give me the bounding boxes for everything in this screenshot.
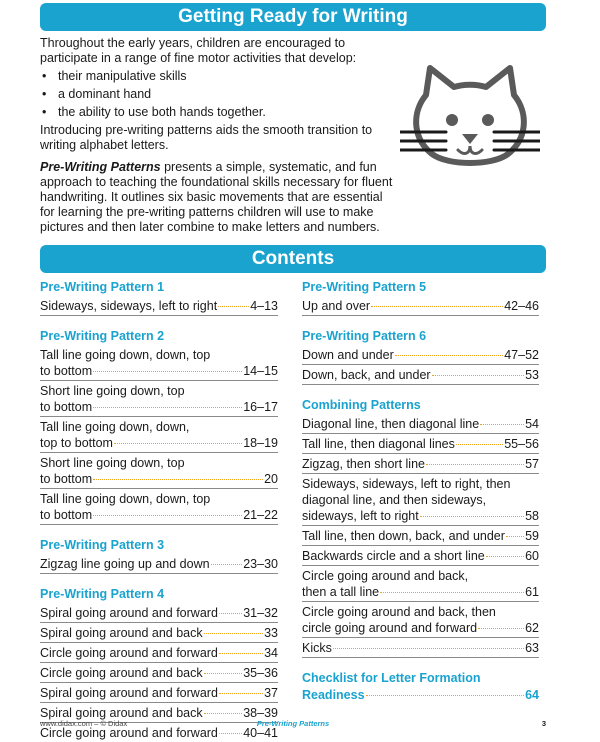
dot-leader (480, 424, 524, 425)
toc-entry[interactable] (40, 453, 278, 489)
dot-leader (93, 407, 242, 408)
toc-entry-line (302, 456, 539, 472)
book-title-emphasis: Pre-Writing Patterns (40, 160, 161, 174)
toc-entry[interactable] (40, 417, 278, 453)
skill-item: • the ability to use both hands together. (40, 105, 395, 120)
toc-entry-title: diagonal line, and then sideways, (302, 493, 487, 507)
dot-leader (420, 516, 524, 517)
dot-leader (506, 536, 524, 537)
dot-leader (93, 479, 263, 480)
contents-section-heading: Pre-Writing Pattern 4 (40, 587, 165, 601)
toc-entry-title: Up and over (302, 299, 371, 313)
toc-entry-title: Short line going down, top (40, 384, 185, 398)
section-heading-text: Checklist for Letter Formation (302, 671, 481, 685)
toc-entry-title: Tall line, then diagonal lines (302, 437, 455, 451)
contents-section-heading: Pre-Writing Pattern 3 (40, 538, 165, 552)
toc-entry-line (40, 556, 278, 572)
toc-entry-title: to bottom (40, 508, 93, 522)
toc-entry-title: Spiral going around and forward (40, 606, 218, 620)
toc-entry-line (40, 507, 278, 523)
dot-leader (432, 375, 525, 376)
page-ref: 42–46 (504, 299, 539, 313)
toc-entry[interactable] (302, 434, 539, 454)
skill-item: • a dominant hand (40, 87, 395, 102)
toc-entry-line (40, 625, 278, 641)
page-ref: 58 (525, 509, 539, 523)
page-ref: 60 (525, 549, 539, 563)
toc-entry[interactable] (302, 566, 539, 602)
dot-leader (218, 306, 249, 307)
section-heading-text: Readiness (302, 688, 365, 702)
toc-entry[interactable] (302, 638, 539, 658)
page-ref: 33 (264, 626, 278, 640)
toc-entry-title: to bottom (40, 400, 93, 414)
toc-entry-line (302, 568, 539, 584)
toc-entry[interactable] (302, 602, 539, 638)
contents-section-heading: Combining Patterns (302, 398, 421, 412)
page-title: Getting Ready for Writing (178, 6, 408, 27)
page-ref: 62 (525, 621, 539, 635)
contents-section-heading: Pre-Writing Pattern 5 (302, 280, 427, 294)
toc-entry-line (302, 367, 539, 383)
section-heading-line (302, 670, 539, 687)
contents-section-heading: Pre-Writing Pattern 6 (302, 329, 427, 343)
toc-entry[interactable] (40, 381, 278, 417)
page-ref: 23–30 (243, 557, 278, 571)
toc-entry[interactable] (40, 296, 278, 316)
toc-entry-title: Circle going around and back, then (302, 605, 496, 619)
contents-left-column (40, 279, 278, 742)
toc-entry[interactable] (302, 414, 539, 434)
intro-paragraph-3 (40, 160, 395, 235)
toc-entry-title: Sideways, sideways, left to right, then (302, 477, 511, 491)
dot-leader (204, 633, 263, 634)
intro-paragraph-1: Throughout the early years, children are encouraged to participate in a range of fine motor activities that develop: (40, 36, 357, 65)
page-ref: 47–52 (504, 348, 539, 362)
page-ref: 59 (525, 529, 539, 543)
toc-entry-title: Spiral going around and forward (40, 686, 218, 700)
toc-entry-line (302, 416, 539, 432)
toc-entry[interactable] (302, 526, 539, 546)
toc-entry-line (302, 640, 539, 656)
toc-entry-title: Tall line going down, down, top (40, 492, 211, 506)
page-ref: 57 (525, 457, 539, 471)
toc-entry-line (40, 685, 278, 701)
toc-entry-line (40, 471, 278, 487)
toc-entry-line (302, 508, 539, 524)
toc-entry-title: Circle going around and back, (302, 569, 469, 583)
contents-title: Contents (251, 248, 335, 269)
toc-entry-line (40, 399, 278, 415)
toc-entry-line (40, 347, 278, 363)
toc-entry[interactable] (40, 683, 278, 703)
dot-leader (486, 556, 524, 557)
dot-leader (371, 306, 503, 307)
toc-entry-title: then a tall line (302, 585, 380, 599)
page-ref: 21–22 (243, 508, 278, 522)
page-ref: 40–41 (243, 726, 278, 740)
toc-entry[interactable] (302, 546, 539, 566)
page-ref: 34 (264, 646, 278, 660)
dot-leader (114, 443, 242, 444)
toc-entry-title: Backwards circle and a short line (302, 549, 485, 563)
toc-entry-title: top to bottom (40, 436, 113, 450)
dot-leader (456, 444, 503, 445)
toc-entry-line (40, 455, 278, 471)
dot-leader (366, 695, 525, 696)
toc-entry-title: Spiral going around and back (40, 706, 203, 720)
page-ref: 35–36 (243, 666, 278, 680)
dot-leader (219, 733, 242, 734)
toc-entry-line (40, 383, 278, 399)
page-ref: 53 (525, 368, 539, 382)
dot-leader (333, 648, 524, 649)
toc-entry-title: Tall line going down, down, (40, 420, 190, 434)
dot-leader (426, 464, 524, 465)
toc-entry[interactable] (40, 643, 278, 663)
toc-entry-title: Zigzag, then short line (302, 457, 425, 471)
dot-leader (219, 693, 263, 694)
toc-entry[interactable] (302, 296, 539, 316)
toc-entry[interactable] (40, 489, 278, 525)
toc-entry-line (302, 528, 539, 544)
toc-entry-line (40, 298, 278, 314)
toc-entry-line (302, 584, 539, 600)
toc-entry[interactable] (302, 345, 539, 365)
page-ref: 54 (525, 417, 539, 431)
page-ref: 61 (525, 585, 539, 599)
contents-banner (40, 245, 546, 273)
page-ref: 18–19 (243, 436, 278, 450)
skill-item: • their manipulative skills (40, 69, 395, 84)
toc-entry-line (302, 347, 539, 363)
page-ref: 38–39 (243, 706, 278, 720)
contents-section-heading: Pre-Writing Pattern 1 (40, 280, 165, 294)
intro-text (40, 36, 395, 235)
toc-entry-title: Diagonal line, then diagonal line (302, 417, 480, 431)
toc-entry-title: circle going around and forward (302, 621, 478, 635)
toc-entry-title: Circle going around and forward (40, 726, 218, 740)
dot-leader (204, 713, 243, 714)
toc-entry-line (302, 476, 539, 492)
page-ref: 63 (525, 641, 539, 655)
page-ref: 31–32 (243, 606, 278, 620)
toc-entry-line (40, 491, 278, 507)
dot-leader (204, 673, 243, 674)
toc-entry-title: Spiral going around and back (40, 626, 203, 640)
toc-entry-line (40, 435, 278, 451)
page-ref: 37 (264, 686, 278, 700)
toc-entry-title: Tall line going down, down, top (40, 348, 211, 362)
contents-right-column (302, 279, 539, 704)
dot-leader (395, 355, 504, 356)
toc-entry-line (40, 605, 278, 621)
toc-entry-line (40, 419, 278, 435)
toc-entry[interactable] (302, 365, 539, 385)
toc-entry-title: Circle going around and back (40, 666, 203, 680)
toc-entry-line (302, 620, 539, 636)
toc-entry-title: Zigzag line going up and down (40, 557, 210, 571)
skills-list (40, 69, 395, 120)
toc-entry-title: sideways, left to right (302, 509, 419, 523)
toc-entry[interactable] (40, 603, 278, 623)
footer-website: www.didax.com – © Didax (40, 719, 128, 728)
page-number: 3 (541, 719, 546, 728)
toc-entry-line (302, 492, 539, 508)
toc-entry-title: Tall line, then down, back, and under (302, 529, 505, 543)
page-ref: 55–56 (504, 437, 539, 451)
toc-entry[interactable] (302, 474, 539, 526)
page-footer (40, 718, 546, 730)
dot-leader (380, 592, 524, 593)
page-ref: 20 (264, 472, 278, 486)
toc-entry[interactable] (40, 554, 278, 574)
toc-entry-title: Sideways, sideways, left to right (40, 299, 218, 313)
toc-entry-line (40, 645, 278, 661)
toc-entry[interactable] (40, 345, 278, 381)
toc-entry-line (40, 665, 278, 681)
dot-leader (219, 653, 263, 654)
dot-leader (219, 613, 242, 614)
dot-leader (211, 564, 243, 565)
contents-section-heading[interactable] (302, 670, 539, 704)
toc-entry-title: Circle going around and forward (40, 646, 218, 660)
toc-entry-title: Down, back, and under (302, 368, 431, 382)
dot-leader (93, 515, 242, 516)
toc-entry-title: to bottom (40, 472, 93, 486)
toc-entry[interactable] (40, 663, 278, 683)
page-ref: 4–13 (250, 299, 278, 313)
toc-entry-line (302, 548, 539, 564)
footer-book-title: Pre-Writing Patterns (256, 719, 330, 728)
cat-face-icon (400, 62, 540, 182)
section-heading-line (302, 687, 539, 704)
intro-paragraph-2: Introducing pre-writing patterns aids the smooth transition to writing alphabet letters. (40, 123, 373, 152)
dot-leader (93, 371, 242, 372)
toc-entry-title: Down and under (302, 348, 394, 362)
toc-entry-title: Short line going down, top (40, 456, 185, 470)
toc-entry-title: to bottom (40, 364, 93, 378)
toc-entry-title: Kicks (302, 641, 332, 655)
toc-entry[interactable] (302, 454, 539, 474)
page-ref: 64 (525, 688, 539, 702)
intro-paragraph-3-rest: presents a simple, systematic, and fun approach to teaching the foundational skills necessary for fluent handwriting. It outlines six basic movements that are essential for learning the pre-writing patterns children will use to make pictures and then later combine to make letters and numbers. (40, 160, 393, 234)
toc-entry-line (40, 363, 278, 379)
contents-section-heading: Pre-Writing Pattern 2 (40, 329, 165, 343)
page-title-banner (40, 3, 546, 31)
dot-leader (478, 628, 524, 629)
toc-entry[interactable] (40, 623, 278, 643)
toc-entry-line (302, 604, 539, 620)
toc-entry-line (302, 436, 539, 452)
toc-entry-line (302, 298, 539, 314)
page-ref: 14–15 (243, 364, 278, 378)
page-ref: 16–17 (243, 400, 278, 414)
